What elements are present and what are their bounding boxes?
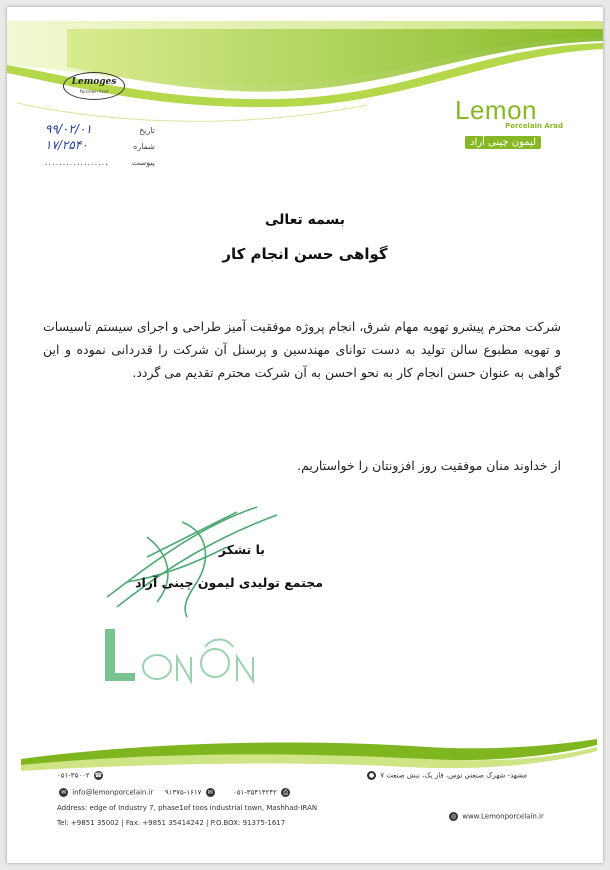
email-icon: ✉ — [60, 789, 67, 796]
letter-paragraph-1: شرکت محترم پیشرو تهویه مهام شرق، انجام پروژه موفقیت آمیز طراحی و اجرای سیستم تاسیسات و تهویه مطبوع سالن تولید به دست توانای مهندسین و پرسنل آن شرکت را قدردانی نموده و این گواهی به عنوان حسن انجام کار به نحو احسن به آن شرکت محترم تقدیم می گردد. — [43, 319, 561, 380]
globe-icon: ◎ — [450, 813, 457, 820]
letter-paragraph-2: از خداوند منان موفقیت روز افزونتان را خواستاریم. — [297, 458, 561, 473]
attachment-label: پیوست — [131, 158, 155, 167]
company-stamp-and-signature — [87, 497, 287, 697]
footer-contact-en: Tel: +9851 35002 | Fax: +9851 35414242 | P.O.BOX: 91375-1617 — [57, 819, 286, 827]
lemon-brand-subtitle: Porcelain Arad — [505, 122, 563, 130]
footer-phone-fa — [57, 771, 105, 780]
footer-fax-fa-text: ۰۵۱-۳۵۴۱۴۲۴۲ — [233, 788, 277, 797]
footer-phone-fa-text: ۰۵۱-۳۵۰۰۲ — [57, 771, 90, 780]
closing-text: با تشکر — [218, 542, 265, 557]
letter-title: گواهی حسن انجام کار — [222, 245, 388, 263]
letter-page — [7, 7, 603, 863]
footer-email-text[interactable]: info@lemonporcelain.ir — [72, 788, 154, 797]
attachment-row — [45, 156, 155, 172]
pobox-icon: ✉ — [207, 789, 213, 796]
lemoges-logo-subtext: Porcelain Arad — [79, 89, 109, 94]
footer-pobox-fa-text: ۹۱۳۷۵-۱۶۱۷ — [165, 788, 202, 797]
footer-email[interactable] — [57, 788, 153, 797]
lemon-porcelain-logo — [455, 95, 585, 165]
lemon-brand-word: Lemon — [455, 95, 537, 125]
number-label: شماره — [133, 142, 155, 151]
date-value: ۹۹/۰۲/۰۱ — [45, 122, 92, 136]
location-icon: ● — [369, 772, 375, 779]
letter-meta — [45, 124, 155, 172]
footer-fax-fa — [233, 788, 292, 797]
footer-pobox-fa — [165, 788, 217, 797]
lemon-brand-persian: لیمون چینی آراد — [465, 136, 541, 149]
footer-address-fa — [365, 771, 527, 780]
fax-icon: ⎙ — [281, 788, 290, 797]
attachment-dots: .................. — [45, 158, 109, 167]
date-label: تاریخ — [139, 126, 155, 135]
number-value: ۱۷/۲۵۴۰ — [45, 138, 88, 152]
number-row — [45, 140, 155, 156]
phone-icon: ☎ — [94, 772, 103, 779]
lemoges-logo — [63, 72, 125, 100]
footer-address-fa-text: مشهد- شهرک صنعتی توس، فاز یک، نبش صنعت ۷ — [380, 771, 527, 780]
signatory-text: مجتمع تولیدی لیمون چینی آراد — [135, 575, 323, 590]
lemoges-logo-text: Lemoges — [71, 77, 117, 87]
footer-website-text[interactable]: www.Lemonporcelain.ir — [462, 812, 544, 821]
letter-heading: بسمه تعالی — [264, 212, 346, 228]
footer-address-en: Address: edge of Industry 7, phase1of toos industrial town, Mashhad-IRAN — [57, 804, 318, 812]
footer-website[interactable] — [447, 812, 544, 821]
